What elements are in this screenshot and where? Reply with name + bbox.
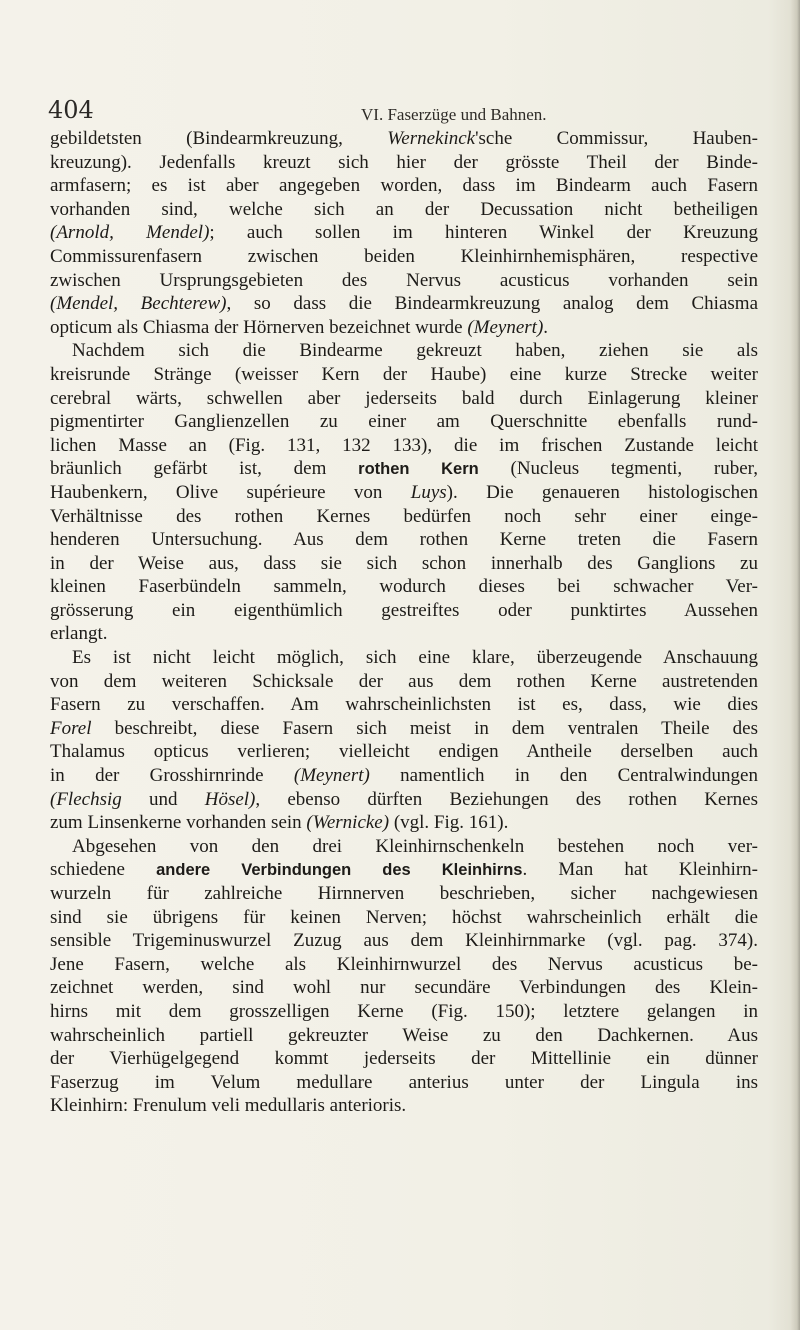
italic-name: Luys xyxy=(410,481,447,503)
text-run: ; auch sollen im hinteren Winkel der Kreuzung xyxy=(209,222,758,244)
text-run: in der Weise aus, dass sie sich schon innerhalb des Ganglions zu xyxy=(50,552,758,574)
body-text xyxy=(50,127,758,1118)
text-run: Verhältnisse des rothen Kernes bedürfen noch sehr einer einge- xyxy=(50,505,758,527)
text-line xyxy=(50,528,758,552)
text-line xyxy=(50,811,758,835)
text-run: beschreibt, diese Fasern sich meist in dem ventralen Theile des xyxy=(91,717,758,739)
text-run: Fasern zu verschaffen. Am wahrscheinlichsten ist es, dass, wie dies xyxy=(50,694,758,716)
text-line xyxy=(50,646,758,670)
text-run: Nachdem sich die Bindearme gekreuzt haben, ziehen sie als xyxy=(72,340,758,362)
text-line xyxy=(50,198,758,222)
text-run: Faserzug im Velum medullare anterius unter der Lingula ins xyxy=(50,1071,758,1093)
text-run: pigmentirter Ganglienzellen zu einer am Querschnitte ebenfalls rund- xyxy=(50,411,758,433)
text-run: der Vierhügelgegend kommt jederseits der Mittellinie ein dünner xyxy=(50,1048,758,1070)
text-line xyxy=(50,221,758,245)
text-run: armfasern; es ist aber angegeben worden, dass im Bindearm auch Fasern xyxy=(50,175,758,197)
text-line xyxy=(50,457,758,481)
text-run: zum Linsenkerne vorhanden sein xyxy=(50,812,307,834)
text-run: Abgesehen von den drei Kleinhirnschenkeln bestehen noch ver- xyxy=(72,835,758,857)
text-run: Commissurenfasern zwischen beiden Kleinhirnhemisphären, respective xyxy=(50,245,758,267)
italic-name: Forel xyxy=(50,717,92,739)
text-line xyxy=(50,882,758,906)
text-run: opticum als Chiasma der Hörnerven bezeichnet wurde xyxy=(50,316,468,338)
text-line xyxy=(50,622,758,646)
text-line xyxy=(50,410,758,434)
italic-name: (Arnold, Mendel) xyxy=(50,222,210,244)
text-run: . xyxy=(543,316,549,338)
text-line xyxy=(50,835,758,859)
text-line xyxy=(50,269,758,293)
text-run: erlangt. xyxy=(50,623,108,645)
italic-name: (Meynert) xyxy=(293,765,370,787)
italic-name: Hösel) xyxy=(204,788,256,810)
running-head: VI. Faserzüge und Bahnen. xyxy=(361,105,547,124)
text-line xyxy=(50,434,758,458)
page-number: 404 xyxy=(48,96,94,124)
text-run: sind sie übrigens für keinen Nerven; höchst wahrscheinlich erhält die xyxy=(50,906,758,928)
text-line xyxy=(50,1071,758,1095)
text-run: wurzeln für zahlreiche Hirnnerven beschrieben, sicher nachgewiesen xyxy=(50,883,758,904)
text-run: von dem weiteren Schicksale der aus dem rothen Kerne austretenden xyxy=(50,670,758,692)
text-run: Haubenkern, Olive supérieure von xyxy=(50,481,411,503)
text-line xyxy=(50,505,758,529)
text-line xyxy=(50,906,758,930)
text-line xyxy=(50,387,758,411)
text-run: (vgl. Fig. 161). xyxy=(389,812,509,834)
text-line xyxy=(50,717,758,741)
text-run: cerebral wärts, schwellen aber jederseits bald durch Einlagerung kleiner xyxy=(50,387,758,409)
text-run: Jene Fasern, welche als Kleinhirnwurzel des Nervus acusticus be- xyxy=(50,953,758,975)
text-run: zwischen Ursprungsgebieten des Nervus acusticus vorhanden sein xyxy=(50,269,758,291)
emphasis-term: rothen Kern xyxy=(358,460,479,479)
italic-name: (Wernicke) xyxy=(306,812,390,834)
text-run: kreisrunde Stränge (weisser Kern der Haube) eine kurze Strecke weiter xyxy=(50,363,758,385)
text-line xyxy=(50,245,758,269)
text-line xyxy=(50,1047,758,1071)
text-line xyxy=(50,740,758,764)
text-run: in der Grosshirnrinde xyxy=(50,765,294,787)
text-run: Kleinhirn: Frenulum veli medullaris anterioris. xyxy=(50,1095,407,1117)
text-run: henderen Untersuchung. Aus dem rothen Kerne treten die Fasern xyxy=(50,529,758,551)
text-run: kreuzung). Jedenfalls kreuzt sich hier der grösste Theil der Binde- xyxy=(50,151,758,173)
italic-name: (Mendel, Bechterew) xyxy=(50,293,227,315)
text-line xyxy=(50,929,758,953)
text-line xyxy=(50,670,758,694)
text-run: gebildetsten (Bindearmkreuzung, xyxy=(50,128,388,149)
text-line xyxy=(50,788,758,812)
text-run: und xyxy=(121,788,205,810)
text-run: schiedene xyxy=(50,859,157,881)
text-run: , ebenso dürften Beziehungen des rothen Kernes xyxy=(255,788,758,810)
text-line xyxy=(50,316,758,340)
text-run: hirns mit dem grosszelligen Kerne (Fig. 150); letztere gelangen in xyxy=(50,1000,758,1022)
text-line xyxy=(50,339,758,363)
text-run: namentlich in den Centralwindungen xyxy=(369,765,758,787)
text-run: 'sche Commissur, Hauben- xyxy=(475,128,758,149)
page-edge-shadow xyxy=(790,0,800,1330)
text-line xyxy=(50,174,758,198)
text-line xyxy=(50,481,758,505)
text-line xyxy=(50,976,758,1000)
text-line xyxy=(50,1000,758,1024)
text-line xyxy=(50,552,758,576)
text-line xyxy=(50,292,758,316)
text-line xyxy=(50,151,758,175)
text-run: ). Die genaueren histologischen xyxy=(446,481,758,503)
text-run: (Nucleus tegmenti, ruber, xyxy=(478,458,758,480)
text-line xyxy=(50,599,758,623)
text-run: lichen Masse an (Fig. 131, 132 133), die im frischen Zustande leicht xyxy=(50,434,758,456)
text-run: zeichnet werden, sind wohl nur secundäre Verbindungen des Klein- xyxy=(50,977,758,999)
text-run: wahrscheinlich partiell gekreuzter Weise zu den Dachkernen. Aus xyxy=(50,1024,758,1046)
text-line xyxy=(50,1094,758,1118)
text-run: , so dass die Bindearmkreuzung analog dem Chiasma xyxy=(226,293,758,315)
text-run: . Man hat Kleinhirn- xyxy=(522,859,758,881)
text-run: kleinen Faserbündeln sammeln, wodurch dieses bei schwacher Ver- xyxy=(50,576,758,598)
text-run: vorhanden sind, welche sich an der Decussation nicht betheiligen xyxy=(50,198,758,220)
text-line xyxy=(50,575,758,599)
italic-name: (Meynert) xyxy=(467,316,544,338)
text-line xyxy=(50,127,758,151)
italic-name: Wernekinck xyxy=(387,128,476,149)
italic-name: (Flechsig xyxy=(50,788,122,810)
text-run: grösserung ein eigenthümlich gestreiftes oder punktirtes Aussehen xyxy=(50,599,758,621)
text-line xyxy=(50,1024,758,1048)
text-run: Es ist nicht leicht möglich, sich eine klare, überzeugende Anschauung xyxy=(72,647,758,669)
text-line xyxy=(50,363,758,387)
text-run: sensible Trigeminuswurzel Zuzug aus dem Kleinhirnmarke (vgl. pag. 374). xyxy=(50,930,758,952)
text-run: bräunlich gefärbt ist, dem xyxy=(50,458,359,480)
text-line xyxy=(50,858,758,882)
text-line xyxy=(50,953,758,977)
text-run: Thalamus opticus verlieren; vielleicht endigen Antheile derselben auch xyxy=(50,741,758,763)
text-line xyxy=(50,693,758,717)
emphasis-term: andere Verbindungen des Kleinhirns xyxy=(156,861,523,880)
text-line xyxy=(50,764,758,788)
